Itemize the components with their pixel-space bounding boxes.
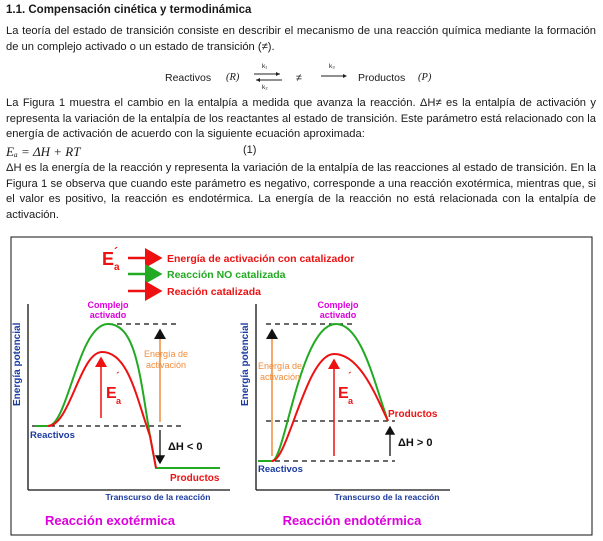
energy-diagram-svg — [10, 236, 593, 536]
left-ea-label-1: Energía de — [143, 349, 189, 359]
right-dh-label: ΔH > 0 — [398, 437, 433, 449]
equation-number: (1) — [243, 144, 257, 156]
left-ea-label-2: activación — [145, 360, 187, 370]
right-ylabel: Energía potencial — [240, 322, 251, 406]
legend-item-catalyzed: Reación catalizada — [167, 286, 261, 298]
left-reactants-label: Reactivos — [30, 430, 75, 441]
eq-k1: k₁ — [262, 63, 268, 70]
left-panel-title: Reacción exotérmica — [44, 513, 176, 528]
left-complex-label-2: activado — [89, 310, 127, 320]
right-complex-label-1: Complejo — [317, 300, 359, 310]
eq-ts-symbol: ≠ — [296, 72, 302, 84]
left-xlabel: Transcurso de la reacción — [105, 492, 211, 502]
right-ea-symbol: E — [338, 385, 349, 402]
paragraph-intro: La teoría del estado de transición consiste en describir el mecanismo de una reacción química mediante la formación de un complejo activado o un estado de transición (≠). — [6, 25, 596, 53]
left-complex-label-1: Complejo — [87, 300, 129, 310]
right-ea-sub: a — [348, 396, 354, 406]
equilibrium-arrows-icon — [253, 70, 283, 84]
left-ylabel: Energía potencial — [12, 322, 23, 406]
eq-products-symbol: (P) — [418, 72, 432, 83]
section-heading: 1.1. Compensación cinética y termodinámica — [6, 4, 252, 16]
equation-activation-energy: Eₐ = ΔH + RT — [6, 144, 81, 159]
legend-ea-symbol: E — [102, 249, 115, 269]
eq-k2: k₂ — [262, 84, 268, 91]
eq-reactants: Reactivos — [165, 72, 212, 84]
left-ea-prime: ´ — [116, 371, 120, 383]
right-ea-label-1: Energía de — [257, 361, 303, 371]
left-ea-symbol: E — [106, 385, 117, 402]
right-ea-label-2: activación — [259, 372, 301, 382]
right-complex-label-2: activado — [319, 310, 357, 320]
right-panel-title: Reacción endotérmica — [282, 513, 422, 528]
legend-ea-prime: ´ — [114, 245, 118, 259]
energy-diagram-figure — [10, 236, 593, 536]
left-products-label: Productos — [170, 473, 220, 484]
right-reactants-label: Reactivos — [258, 464, 303, 475]
left-ea-sub: a — [116, 396, 122, 406]
paragraph-enthalpy: La Figura 1 muestra el cambio en la entalpía a medida que avanza la reacción. ΔH≠ es la entalpía de activación y representa la variación de la entalpía de los reactantes al estado de transición. Este parámetro está relacionado con la energía de activación de acuerdo con la siguiente ecuación aproximada: — [6, 97, 596, 141]
right-products-label: Productos — [388, 409, 438, 420]
right-ea-prime: ´ — [348, 371, 352, 383]
eq-k3: k₃ — [329, 63, 335, 70]
right-xlabel: Transcurso de la reacción — [334, 492, 440, 502]
eq-reactants-symbol: (R) — [226, 72, 240, 83]
equation-mechanism — [0, 63, 603, 91]
legend-item-uncatalyzed: Reacción NO catalizada — [167, 269, 286, 281]
legend-item-activation: Energía de activación con catalizador — [167, 253, 355, 265]
eq-products: Productos — [358, 72, 406, 84]
legend-ea-sub: a — [114, 262, 120, 273]
forward-arrow-icon — [320, 70, 350, 84]
left-dh-label: ΔH < 0 — [168, 441, 203, 453]
paragraph-reaction-energy: ΔH es la energía de la reacción y representa la variación de la entalpía de las reacciones al estado de transición. En la Figura 1 se observa que cuando este parámetro es negativo, corresponde a una reacción exotérmica, mientras que, si el valor es positivo, la reacción es endotérmica. La energía de la reacción no está relacionada con la entalpía de activación. — [6, 162, 596, 221]
